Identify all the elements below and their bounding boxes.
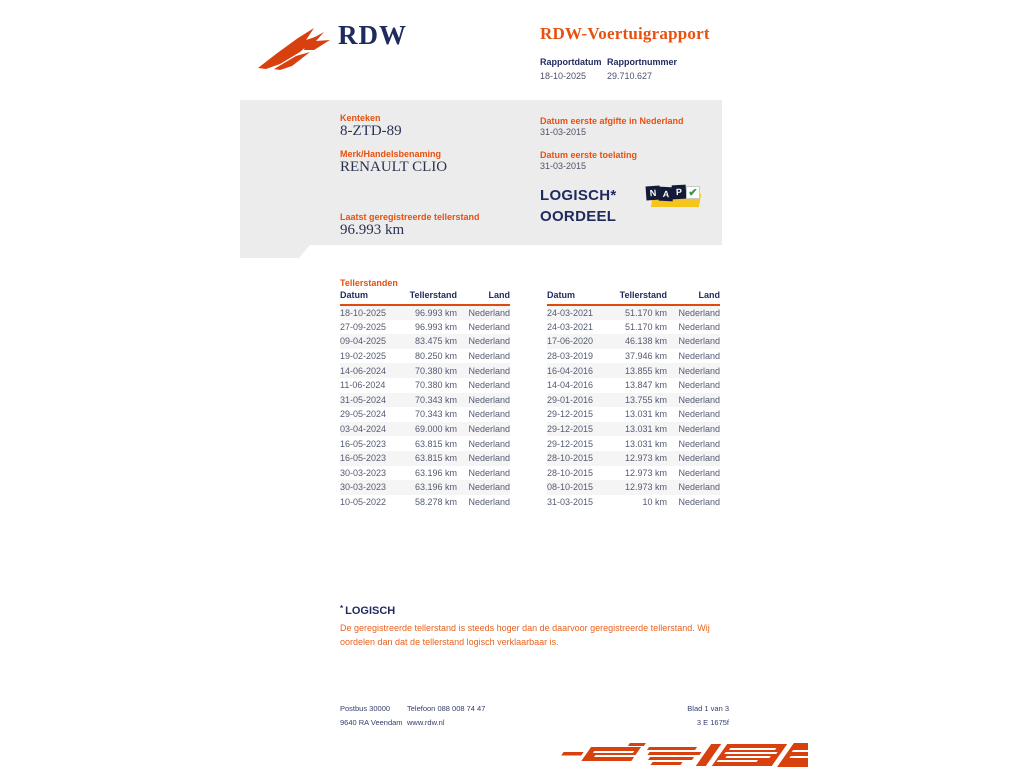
cell-datum: 28-10-2015 bbox=[547, 453, 594, 464]
nap-checkmark-icon: ✔ bbox=[686, 186, 700, 199]
cell-datum: 16-05-2023 bbox=[340, 438, 387, 449]
table-row bbox=[547, 393, 720, 408]
cell-datum: 19-02-2025 bbox=[340, 351, 387, 362]
cell-datum: 27-09-2025 bbox=[340, 321, 387, 332]
report-number-value: 29.710.627 bbox=[607, 71, 653, 81]
cell-datum: 30-03-2023 bbox=[340, 467, 387, 478]
cell-land: Nederland bbox=[678, 453, 720, 464]
cell-tellerstand: 12.973 km bbox=[624, 453, 667, 464]
cell-datum: 28-03-2019 bbox=[547, 351, 594, 362]
cell-datum: 10-05-2022 bbox=[340, 497, 387, 508]
tellerstanden-heading: Tellerstanden bbox=[340, 278, 398, 288]
cell-tellerstand: 13.847 km bbox=[624, 380, 667, 391]
cell-tellerstand: 13.855 km bbox=[624, 365, 667, 376]
cell-tellerstand: 58.278 km bbox=[414, 497, 457, 508]
laatste-tellerstand-label: Laatst geregistreerde tellerstand bbox=[340, 212, 480, 222]
cell-datum: 18-10-2025 bbox=[340, 307, 387, 318]
col-header-land: Land bbox=[667, 290, 720, 305]
cell-datum: 11-06-2024 bbox=[340, 380, 386, 391]
cell-tellerstand: 63.196 km bbox=[414, 467, 457, 478]
table-row bbox=[340, 436, 510, 451]
footer-website: www.rdw.nl bbox=[407, 718, 445, 727]
page-title: RDW-Voertuigrapport bbox=[540, 24, 710, 43]
cell-tellerstand: 63.815 km bbox=[414, 438, 457, 449]
cell-datum: 24-03-2021 bbox=[547, 321, 594, 332]
footnote-title-text: LOGISCH bbox=[345, 605, 396, 617]
col-header-datum: Datum bbox=[340, 290, 402, 305]
cell-datum: 30-03-2023 bbox=[340, 482, 387, 493]
cell-land: Nederland bbox=[468, 453, 510, 464]
nap-letter-a: A bbox=[659, 187, 674, 202]
cell-datum: 14-06-2024 bbox=[340, 365, 387, 376]
cell-land: Nederland bbox=[468, 467, 510, 478]
cell-land: Nederland bbox=[678, 380, 720, 391]
cell-land: Nederland bbox=[678, 351, 720, 362]
cell-tellerstand: 37.946 km bbox=[624, 351, 667, 362]
footer-page-indicator: Blad 1 van 3 bbox=[687, 704, 729, 713]
cell-tellerstand: 51.170 km bbox=[624, 307, 667, 318]
cell-datum: 31-03-2015 bbox=[547, 497, 594, 508]
kenteken-label: Kenteken bbox=[340, 113, 381, 123]
cell-tellerstand: 70.343 km bbox=[414, 394, 457, 405]
oordeel-line1: LOGISCH* bbox=[540, 187, 617, 204]
cell-tellerstand: 80.250 km bbox=[414, 351, 457, 362]
nap-letter-p: P bbox=[672, 185, 687, 200]
table-row bbox=[547, 451, 720, 466]
table-row bbox=[340, 466, 510, 481]
col-header-land: Land bbox=[457, 290, 510, 305]
report-date-block bbox=[540, 57, 602, 81]
stripes-icon bbox=[552, 740, 808, 768]
cell-tellerstand: 96.993 km bbox=[414, 307, 457, 318]
cell-datum: 16-05-2023 bbox=[340, 453, 387, 464]
footer-address-line1: Postbus 30000 bbox=[340, 704, 391, 713]
table-row bbox=[340, 334, 510, 349]
cell-datum: 31-05-2024 bbox=[340, 394, 387, 405]
col-header-tellerstand: Tellerstand bbox=[609, 290, 667, 305]
cell-datum: 24-03-2021 bbox=[547, 307, 594, 318]
footer-form-code: 3 E 1675f bbox=[696, 718, 729, 727]
merk-label: Merk/Handelsbenaming bbox=[340, 149, 442, 159]
cell-tellerstand: 46.138 km bbox=[624, 336, 667, 347]
rdw-logo-text: RDW bbox=[338, 20, 407, 50]
table-row bbox=[547, 320, 720, 335]
cell-land: Nederland bbox=[678, 482, 720, 493]
vehicle-info-box-tab bbox=[240, 245, 310, 258]
eerste-afgifte-label: Datum eerste afgifte in Nederland bbox=[540, 116, 684, 126]
tellerstanden-table-right bbox=[547, 290, 720, 509]
eerste-toelating-value: 31-03-2015 bbox=[540, 161, 587, 171]
table-row bbox=[340, 407, 510, 422]
nap-logo bbox=[646, 184, 702, 211]
table-row bbox=[340, 378, 510, 393]
table-row bbox=[547, 495, 720, 510]
table-row bbox=[340, 305, 510, 320]
cell-tellerstand: 13.755 km bbox=[624, 394, 667, 405]
cell-datum: 08-10-2015 bbox=[547, 482, 594, 493]
cell-land: Nederland bbox=[468, 321, 510, 332]
cell-tellerstand: 63.815 km bbox=[414, 453, 457, 464]
cell-tellerstand: 63.196 km bbox=[414, 482, 457, 493]
cell-tellerstand: 70.343 km bbox=[414, 409, 457, 420]
cell-datum: 29-12-2015 bbox=[547, 438, 594, 449]
cell-land: Nederland bbox=[468, 438, 510, 449]
col-header-tellerstand: Tellerstand bbox=[402, 290, 457, 305]
cell-tellerstand: 69.000 km bbox=[414, 424, 457, 435]
cell-datum: 29-12-2015 bbox=[547, 409, 594, 420]
cell-land: Nederland bbox=[678, 467, 720, 478]
cell-land: Nederland bbox=[678, 497, 720, 508]
cell-tellerstand: 13.031 km bbox=[624, 424, 667, 435]
table-row bbox=[547, 363, 720, 378]
cell-land: Nederland bbox=[468, 351, 510, 362]
cell-land: Nederland bbox=[468, 409, 510, 420]
cell-land: Nederland bbox=[678, 438, 720, 449]
table-row bbox=[340, 363, 510, 378]
table-row bbox=[340, 495, 510, 510]
cell-tellerstand: 10 km bbox=[642, 497, 667, 508]
oordeel-line2: OORDEEL bbox=[540, 208, 617, 225]
cell-land: Nederland bbox=[468, 365, 510, 376]
cell-datum: 14-04-2016 bbox=[547, 380, 594, 391]
table-row bbox=[547, 436, 720, 451]
eerste-toelating-label: Datum eerste toelating bbox=[540, 150, 638, 160]
report-date-label: Rapportdatum bbox=[540, 57, 602, 67]
table-row bbox=[547, 407, 720, 422]
cell-tellerstand: 51.170 km bbox=[624, 321, 667, 332]
table-row bbox=[340, 480, 510, 495]
nap-letter-n: N bbox=[646, 186, 661, 201]
kenteken-value: 8-ZTD-89 bbox=[340, 123, 402, 139]
footnote-asterisk: * bbox=[340, 604, 344, 613]
cell-land: Nederland bbox=[468, 482, 510, 493]
cell-land: Nederland bbox=[468, 307, 510, 318]
table-row bbox=[340, 422, 510, 437]
cell-datum: 29-05-2024 bbox=[340, 409, 387, 420]
table-row bbox=[547, 480, 720, 495]
table-header-row bbox=[340, 290, 510, 305]
cell-tellerstand: 70.380 km bbox=[414, 365, 457, 376]
oordeel-verdict bbox=[540, 185, 617, 227]
footnote-text: De geregistreerde tellerstand is steeds hoger dan de daarvoor geregistreerde tellerstand. Wij oordelen dan dat de tellerstand logisch verklaarbaar is. bbox=[340, 623, 710, 647]
cell-land: Nederland bbox=[678, 394, 720, 405]
cell-land: Nederland bbox=[468, 424, 510, 435]
report-number-label: Rapportnummer bbox=[607, 57, 678, 67]
cell-land: Nederland bbox=[678, 307, 720, 318]
cell-tellerstand: 70.380 km bbox=[414, 380, 457, 391]
cell-tellerstand: 13.031 km bbox=[624, 409, 667, 420]
report-number-block bbox=[607, 57, 677, 81]
cell-land: Nederland bbox=[468, 394, 510, 405]
table-row bbox=[547, 378, 720, 393]
cell-land: Nederland bbox=[468, 380, 510, 391]
laatste-tellerstand-value: 96.993 km bbox=[340, 222, 405, 238]
cell-datum: 09-04-2025 bbox=[340, 336, 387, 347]
rdw-bird-icon bbox=[256, 24, 332, 70]
table-row bbox=[547, 334, 720, 349]
cell-datum: 29-12-2015 bbox=[547, 424, 594, 435]
cell-datum: 17-06-2020 bbox=[547, 336, 594, 347]
cell-tellerstand: 12.973 km bbox=[624, 482, 667, 493]
table-row bbox=[547, 305, 720, 320]
footnote-title bbox=[340, 604, 395, 617]
eerste-afgifte-value: 31-03-2015 bbox=[540, 127, 587, 137]
table-row bbox=[340, 451, 510, 466]
table-row bbox=[340, 349, 510, 364]
cell-land: Nederland bbox=[678, 321, 720, 332]
cell-tellerstand: 83.475 km bbox=[414, 336, 457, 347]
table-row bbox=[547, 349, 720, 364]
table-header-row bbox=[547, 290, 720, 305]
cell-datum: 28-10-2015 bbox=[547, 467, 594, 478]
cell-land: Nederland bbox=[678, 365, 720, 376]
table-row bbox=[340, 393, 510, 408]
footer-phone: Telefoon 088 008 74 47 bbox=[407, 704, 486, 713]
report-date-value: 18-10-2025 bbox=[540, 71, 587, 81]
cell-tellerstand: 12.973 km bbox=[624, 467, 667, 478]
merk-value: RENAULT CLIO bbox=[340, 159, 448, 175]
table-row bbox=[547, 466, 720, 481]
cell-tellerstand: 96.993 km bbox=[414, 321, 457, 332]
footer-address-line2: 9640 RA Veendam bbox=[340, 718, 403, 727]
cell-datum: 29-01-2016 bbox=[547, 394, 594, 405]
table-row bbox=[547, 422, 720, 437]
cell-land: Nederland bbox=[678, 336, 720, 347]
tellerstanden-table-left bbox=[340, 290, 510, 509]
table-row bbox=[340, 320, 510, 335]
col-header-datum: Datum bbox=[547, 290, 609, 305]
cell-land: Nederland bbox=[678, 409, 720, 420]
cell-tellerstand: 13.031 km bbox=[624, 438, 667, 449]
cell-land: Nederland bbox=[678, 424, 720, 435]
cell-datum: 03-04-2024 bbox=[340, 424, 387, 435]
cell-land: Nederland bbox=[468, 336, 510, 347]
rdw-stripes-decoration bbox=[552, 740, 808, 768]
cell-land: Nederland bbox=[468, 497, 510, 508]
cell-datum: 16-04-2016 bbox=[547, 365, 594, 376]
